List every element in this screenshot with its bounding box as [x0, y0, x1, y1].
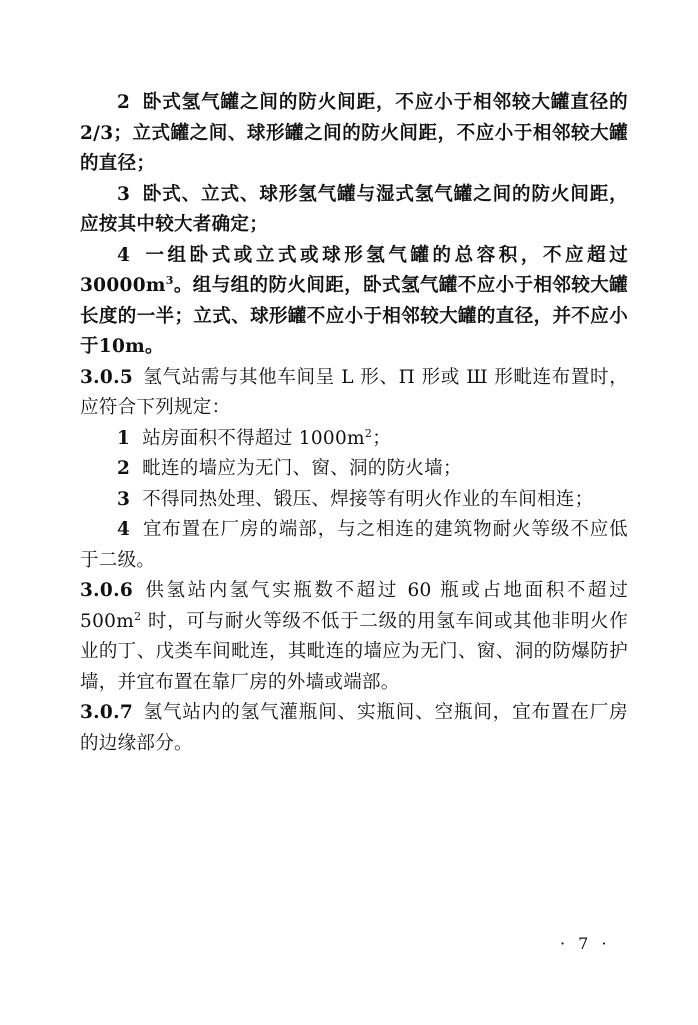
- item-text: 毗连的墙应为无门、窗、洞的防火墙；: [142, 458, 462, 479]
- section-3-0-5-item-3: [80, 485, 628, 516]
- section-number: 3.0.5: [80, 366, 133, 388]
- item-text: 不得同热处理、锻压、焊接等有明火作业的车间相连；: [142, 488, 594, 510]
- item-text-b: 。组与组的防火间距，卧式氢气罐不应小于相邻较大罐长度的一半；立式、球形罐不应小于相邻较大罐的直径，并不应小于10m。: [80, 275, 628, 357]
- section-3-0-6: [80, 576, 628, 698]
- section-3-0-5-item-1: [80, 424, 628, 455]
- item-text-b: ；: [372, 427, 392, 449]
- superscript: 2: [134, 609, 142, 623]
- paragraph-item-3: [80, 180, 628, 241]
- item-text: 卧式氢气罐之间的防火间距，不应小于相邻较大罐直径的2/3；立式罐之间、球形罐之间的防火间距，不应小于相邻较大罐的直径；: [80, 92, 628, 174]
- item-number: 3: [117, 183, 131, 205]
- section-number: 3.0.6: [80, 580, 133, 601]
- superscript: 3: [165, 273, 174, 287]
- item-number: 2: [117, 92, 131, 113]
- section-3-0-5-item-2: [80, 454, 628, 485]
- item-number: 2: [117, 458, 131, 479]
- section-text: 氢气站需与其他车间呈 L 形、Π 形或 Ш 形毗连布置时，应符合下列规定：: [80, 366, 628, 418]
- superscript: 2: [364, 426, 373, 440]
- section-3-0-5-item-4: [80, 515, 628, 576]
- item-number: 1: [117, 427, 131, 449]
- section-number: 3.0.7: [80, 702, 133, 723]
- item-text: 卧式、立式、球形氢气罐与湿式氢气罐之间的防火间距，应按其中较大者确定；: [80, 183, 628, 235]
- section-text-b: 时，可与耐火等级不低于二级的用氢车间或其他非明火作业的丁、戊类车间毗连，其毗连的墙应为无门、窗、洞的防爆防护墙，并宜布置在靠厂房的外墙或端部。: [80, 610, 628, 693]
- paragraph-item-2: [80, 88, 628, 180]
- section-3-0-5: [80, 363, 628, 424]
- item-text: 宜布置在厂房的端部，与之相连的建筑物耐火等级不应低于二级。: [80, 519, 628, 571]
- paragraph-item-4: [80, 241, 628, 363]
- item-number: 4: [117, 519, 131, 540]
- item-text-a: 一组卧式或立式或球形氢气罐的总容积，不应超过30000m: [80, 244, 628, 296]
- section-text: 氢气站内的氢气灌瓶间、实瓶间、空瓶间，宜布置在厂房的边缘部分。: [80, 702, 628, 754]
- document-body: [80, 88, 628, 759]
- item-number: 3: [117, 488, 131, 510]
- item-text-a: 站房面积不得超过 1000m: [142, 427, 365, 449]
- item-number: 4: [117, 244, 131, 266]
- section-3-0-7: [80, 698, 628, 759]
- page-number: · 7 ·: [560, 934, 611, 953]
- section-text-a: 供氢站内氢气实瓶数不超过 60 瓶或占地面积不超过 500m: [80, 580, 628, 632]
